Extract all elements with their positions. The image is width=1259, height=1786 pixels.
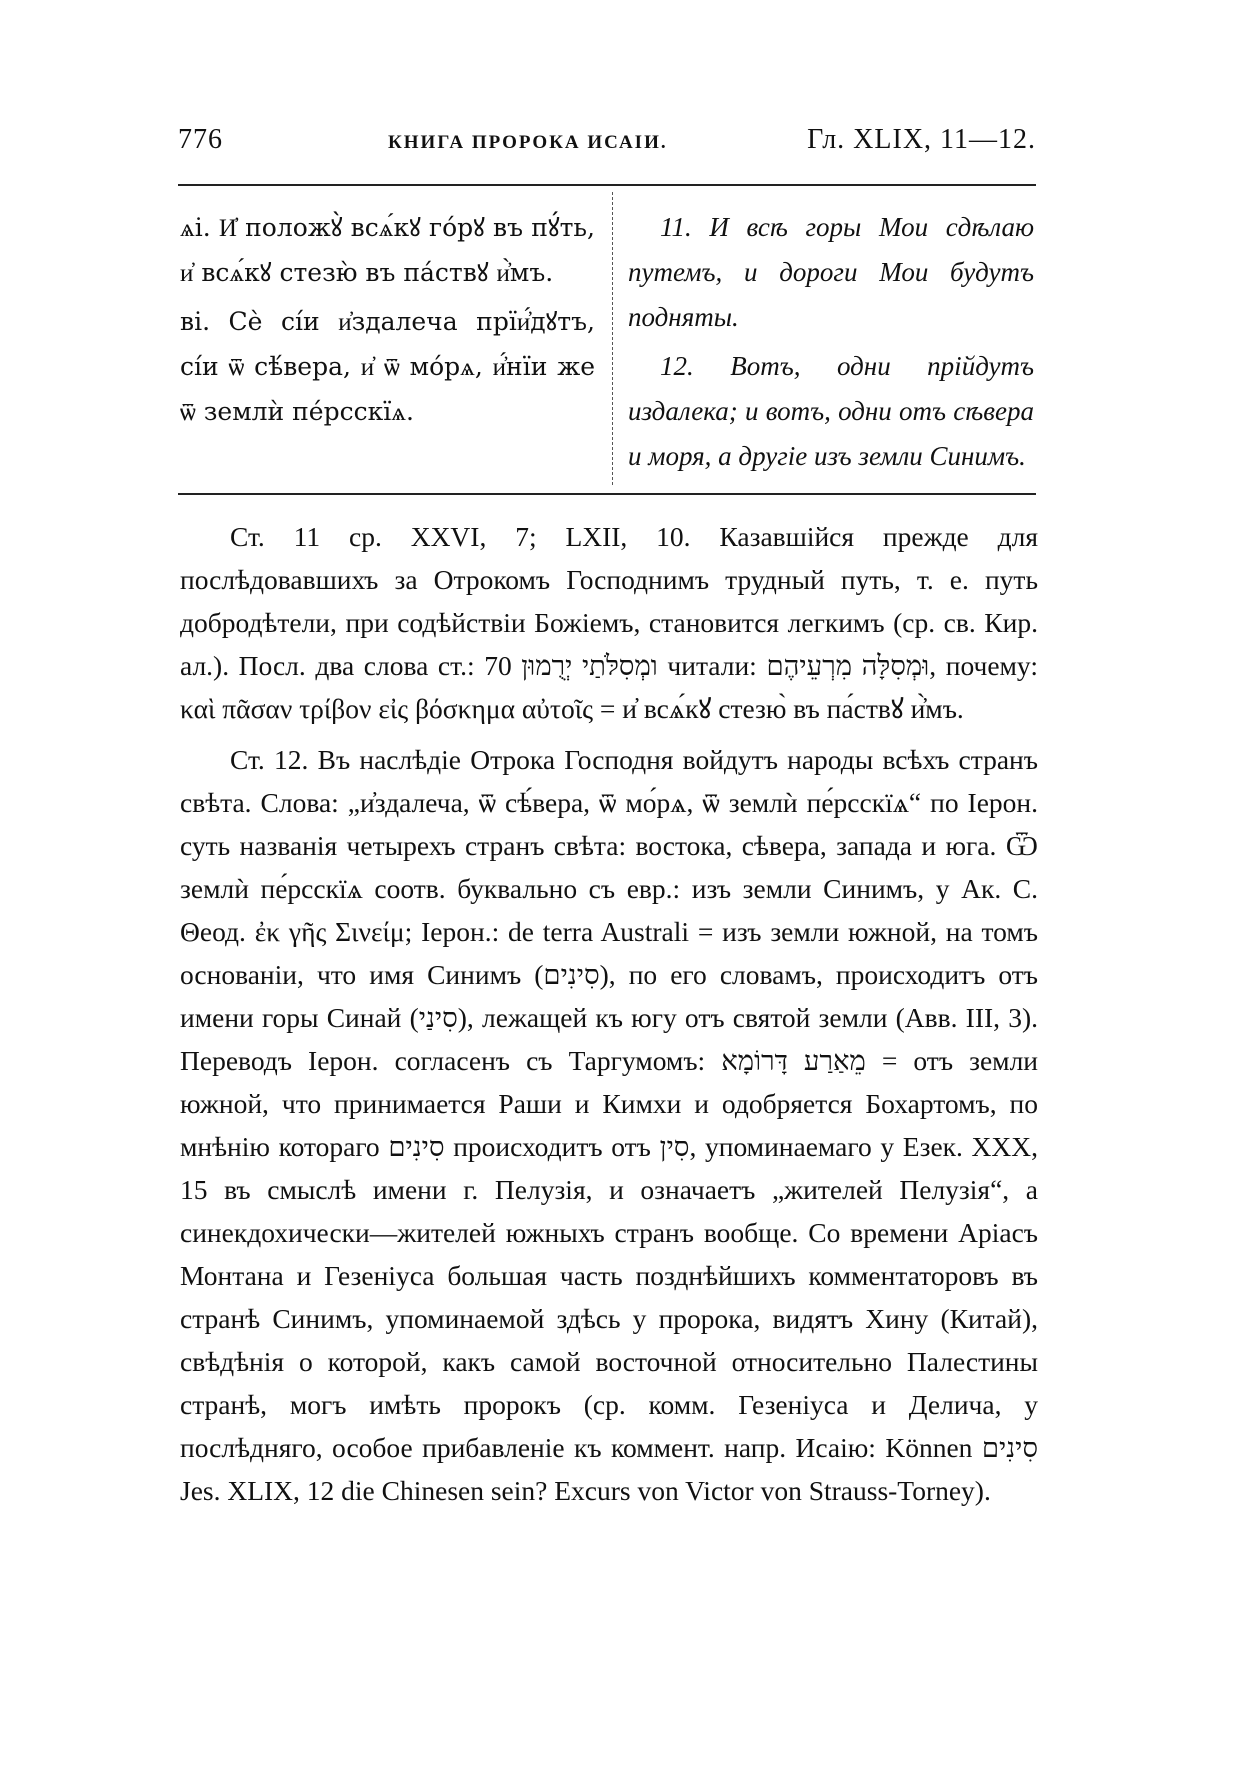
book-title: КНИГА ПРОРОКА ИСАІИ. — [388, 132, 668, 153]
slavonic-verse-12: ві. Сѐ сі́и и҆здалеча прїи҆́дꙋтъ, сі́и ѿ сѣ́вера, и҆ ѿ мо́рѧ, и҆́нїи же ѿ землѝ пе́рсскїѧ. — [180, 307, 595, 426]
russian-verse-12: 12. Вотъ, одни прійдутъ издалека; и вотъ, одни отъ сѣвера и моря, а другіе изъ земли Синимъ. — [628, 351, 1034, 471]
russian-text-column — [628, 205, 1034, 483]
commentary-section — [180, 515, 1038, 1520]
column-divider — [612, 192, 613, 485]
slavonic-verse-11: ѧі. И҆ положꙋ̀ всѧ́кꙋ го́рꙋ въ пꙋ́ть, и҆ всѧ́кꙋ стезю̀ въ па́ствꙋ и҆̀мъ. — [180, 213, 595, 287]
header-rule — [178, 184, 1036, 186]
text-commentary-rule — [178, 493, 1036, 495]
running-header — [178, 124, 1036, 164]
russian-verse-11: 11. И всѣ горы Мои сдѣлаю путемъ, и дороги Мои будутъ подняты. — [628, 212, 1034, 332]
slavonic-text-column — [180, 205, 595, 438]
commentary-paragraph-verse-11: Ст. 11 ср. XXVI, 7; LXII, 10. Казавшійся прежде для послѣдовавшихъ за Отрокомъ Господнимъ трудный путь, т. е. путь добродѣтели, при содѣйствіи Божіемъ, становится легкимъ (ср. св. Кир. ал.). Посл. два слова ст.: ומְסִלֹּתַי יְרֻמוּן 70 читали: וּמְסִלָּה מִרְעֵיהֶם, почему: καὶ πᾶσαν τρίβον εἰς βόσκημα αὐτοῖς = и҆ всѧ́кꙋ стезю̀ въ па́ствꙋ и҆̀мъ. — [180, 521, 1038, 724]
chapter-reference: Гл. XLIX, 11—12. — [807, 124, 1036, 155]
commentary-paragraph-verse-12: Ст. 12. Въ наслѣдіе Отрока Господня войдутъ народы всѣхъ странъ свѣта. Слова: „и҆здалеча, ѿ сѣ́вера, ѿ мо́рѧ, ѿ землѝ пе́рсскїѧ“ по Іерон. суть названія четырехъ странъ свѣта: востока, сѣвера, запада и юга. Ѿ землѝ пе́рсскїѧ соотв. буквально съ евр.: изъ земли Синимъ, у Ак. С. Θеод. ἐκ γῆς Σινείμ; Іерон.: de terra Australi = изъ земли южной, на томъ основаніи, что имя Синимъ (סִינִים), по его словамъ, происходитъ отъ имени горы Синай (סִינַי), лежащей къ югу отъ святой земли (Авв. III, 3). Переводъ Іерон. согласенъ съ Таргумомъ: מֵאַרַע דָּרוֹמָא = отъ земли южной, что принимается Раши и Кимхи и одобряется Бохартомъ, по мнѣнію котораго סִינִים происходитъ отъ סִין, упоминаемаго у Езек. XXX, 15 въ смыслѣ имени г. Пелузія, и означаетъ „жителей Пелузія“, а синекдохически—жителей южныхъ странъ вообще. Со времени Аріасъ Монтана и Гезеніуса большая часть позднѣйшихъ комментаторовъ въ странѣ Синимъ, упоминаемой здѣсь у пророка, видятъ Хину (Китай), свѣдѣнія о которой, какъ самой восточной относительно Палестины странѣ, могъ имѣть пророкъ (ср. комм. Гезеніуса и Делича, у послѣдняго, особое прибавленіе къ коммент. напр. Исаію: Können סִינִים Jes. XLIX, 12 die Chinesen sein? Excurs von Victor von Strauss-Torney). — [180, 744, 1039, 1506]
page-number: 776 — [178, 124, 223, 155]
